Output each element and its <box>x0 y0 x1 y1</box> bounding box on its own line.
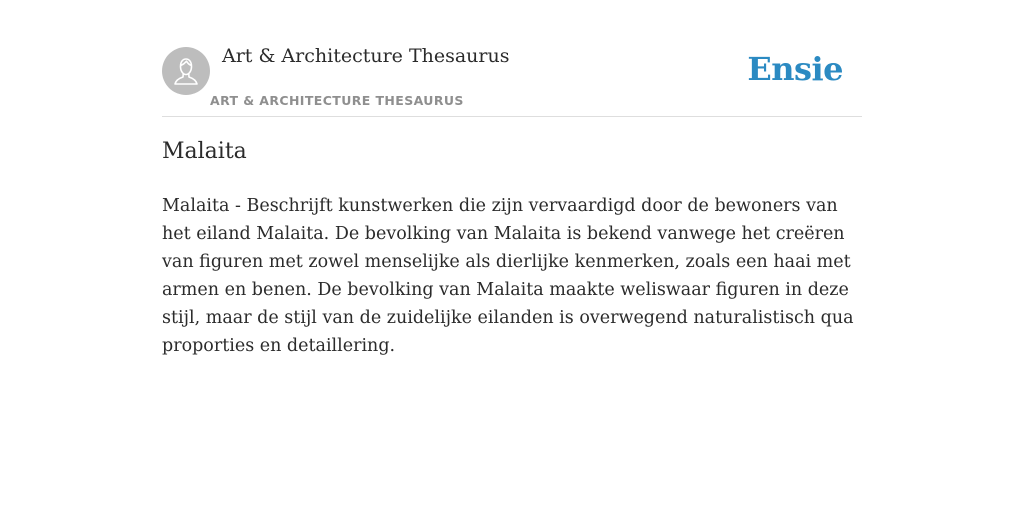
page-header <box>162 44 862 117</box>
author-name-link[interactable]: Art & Architecture Thesaurus <box>222 45 510 67</box>
user-silhouette-icon <box>162 47 210 95</box>
article-title: Malaita <box>162 139 247 164</box>
ensie-logo[interactable]: Ensie <box>747 50 843 88</box>
author-avatar[interactable] <box>162 47 210 95</box>
article-definition: Malaita - Beschrijft kunstwerken die zijn vervaardigd door de bewoners van het eiland Malaita. De bevolking van Malaita is bekend vanwege het creëren van figuren met zowel menselijke als dierlijke kenmerken, zoals een haai met armen en benen. De bevolking van Malaita maakte weliswaar figuren in deze stijl, maar de stijl van de zuidelijke eilanden is overwegend naturalistisch qua proporties en detaillering. <box>162 196 854 356</box>
source-label: ART & ARCHITECTURE THESAURUS <box>210 93 464 108</box>
